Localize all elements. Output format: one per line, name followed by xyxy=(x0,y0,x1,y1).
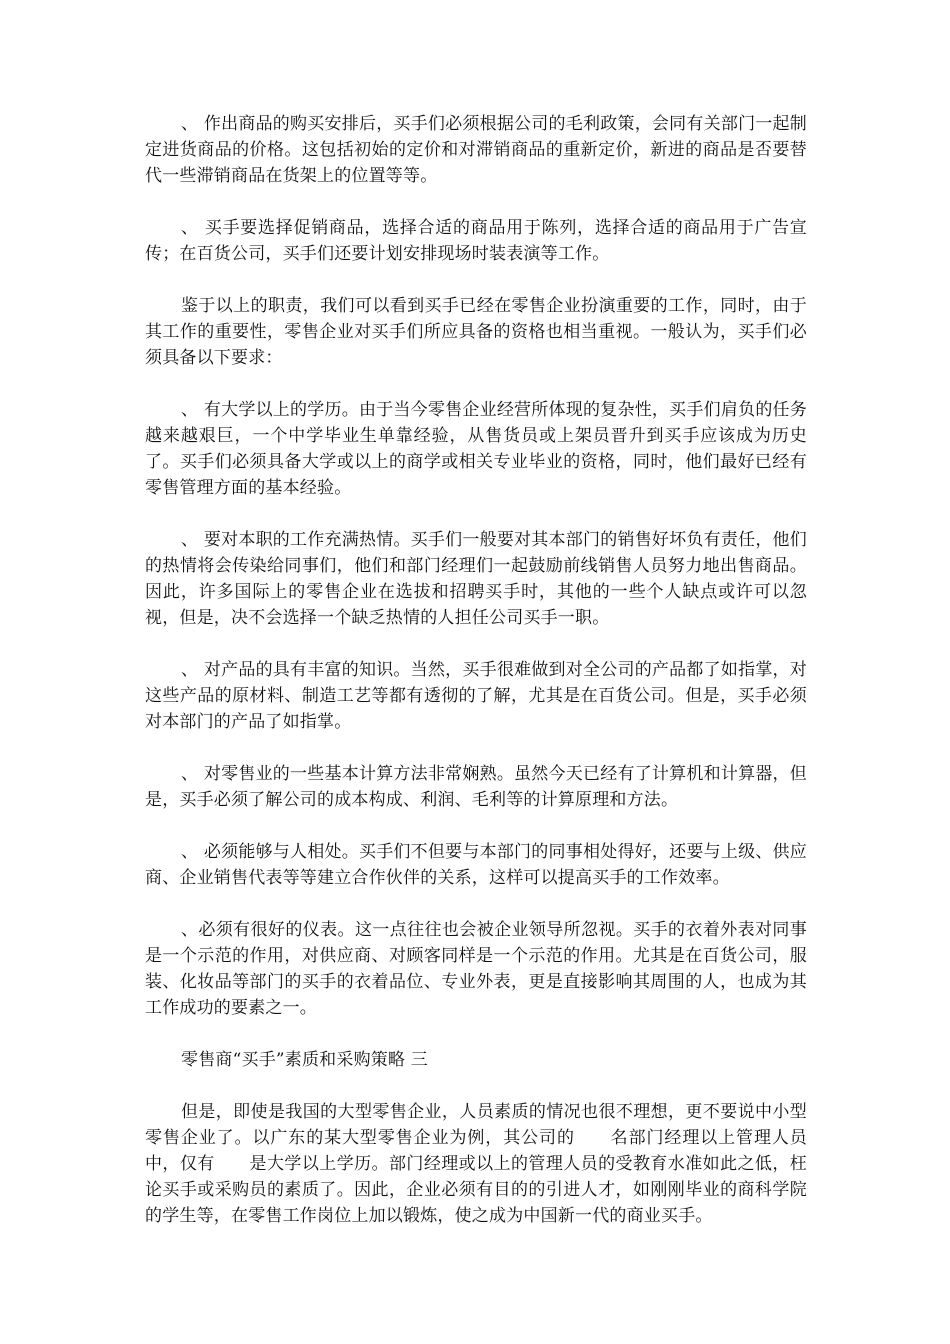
paragraph-enthusiasm: 、 要对本职的工作充满热情。买手们一般要对其本部门的销售好坏负有责任，他们的热情将会传染给同事们，他们和部门经理们一起鼓励前线销售人员努力地出售商品。因此，许多国际上的零售企业在选拔和招聘买手时，其他的一些个人缺点或许可以忽视，但是，决不会选择一个缺乏热情的人担任公司买手一职。 xyxy=(145,530,807,628)
paragraph-qualifications-intro: 鉴于以上的职责，我们可以看到买手已经在零售企业扮演重要的工作，同时，由于其工作的重要性，零售企业对买手们所应具备的资格也相当重视。一般认为，买手们必须具备以下要求： xyxy=(145,296,807,368)
paragraph-education: 、 有大学以上的学历。由于当今零售企业经营所体现的复杂性，买手们肩负的任务越来越艰巨，一个中学毕业生单靠经验，从售货员或上架员晋升到买手应该成为历史了。买手们必须具备大学或以上的商学或相关专业毕业的资格，同时，他们最好已经有零售管理方面的基本经验。 xyxy=(145,400,807,498)
section-heading: 零售商“买手”素质和采购策略 三 xyxy=(181,1050,428,1070)
paragraph-promotion: 、 买手要选择促销商品，选择合适的商品用于陈列，选择合适的商品用于广告宣传；在百货公司，买手们还要计划安排现场时装表演等工作。 xyxy=(145,218,807,264)
paragraph-calculation: 、 对零售业的一些基本计算方法非常娴熟。虽然今天已经有了计算机和计算器，但是，买手必须了解公司的成本构成、利润、毛利等的计算原理和方法。 xyxy=(145,764,807,810)
paragraph-interpersonal: 、 必须能够与人相处。买手们不但要与本部门的同事相处得好，还要与上级、供应商、企业销售代表等等建立合作伙伴的关系，这样可以提高买手的工作效率。 xyxy=(145,842,807,888)
paragraph-appearance: 、必须有很好的仪表。这一点往往也会被企业领导所忽视。买手的衣着外表对同事是一个示范的作用，对供应商、对顾客同样是一个示范的作用。尤其是在百货公司，服装、化妆品等部门的买手的衣着品位、专业外表，更是直接影响其周围的人，也成为其工作成功的要素之一。 xyxy=(145,920,807,1018)
paragraph-current-situation: 但是，即使是我国的大型零售企业，人员素质的情况也很不理想，更不要说中小型零售企业了。以广东的某大型零售企业为例，其公司的 名部门经理以上管理人员中，仅有 是大学以上学历。部门经理或以上的管理人员的受教育水准如此之低，枉论买手或采购员的素质了。因此，企业必须有目的的引进人才，如刚刚毕业的商科学院的学生等，在零售工作岗位上加以锻炼，使之成为中国新一代的商业买手。 xyxy=(145,1102,807,1226)
paragraph-pricing: 、 作出商品的购买安排后，买手们必须根据公司的毛利政策，会同有关部门一起制定进货商品的价格。这包括初始的定价和对滞销商品的重新定价，新进的商品是否要替代一些滞销商品在货架上的位置等等。 xyxy=(145,114,807,186)
document-body xyxy=(145,111,807,1255)
paragraph-product-knowledge: 、 对产品的具有丰富的知识。当然，买手很难做到对全公司的产品都了如指掌，对这些产品的原材料、制造工艺等都有透彻的了解，尤其是在百货公司。但是，买手必须对本部门的产品了如指掌。 xyxy=(145,660,807,732)
